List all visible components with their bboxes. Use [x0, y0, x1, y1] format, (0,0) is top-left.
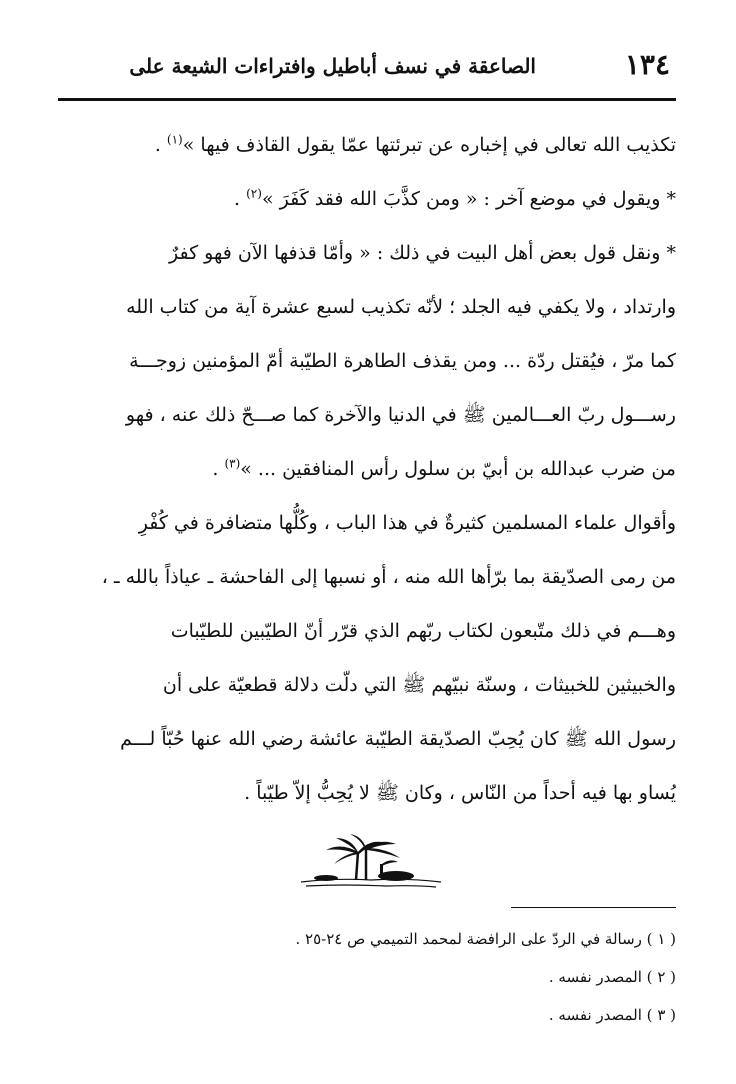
text-line: وهـــم في ذلك متّبعون لكتاب ربّهم الذي قرّر أنّ الطيّبين للطيّبات [170, 620, 676, 642]
text-line: تكذيب الله تعالى في إخباره عن تبرئتها عمّا يقول القاذف فيها »$^{(١)}$ . [154, 132, 676, 156]
footnote-ref-2: (٢) [246, 186, 262, 201]
text-line: كما مرّ ، فيُقتل ردّة ... ومن يقذف الطاهرة الطيّبة أمّ المؤمنين زوجـــة [129, 350, 676, 372]
text-line: وأقوال علماء المسلمين كثيرةٌ في هذا الباب ، وكُلُّها متضافرة في كُفْرِ [138, 512, 676, 534]
footnote-1: ( ١ ) رسالة في الردّ على الرافضة لمحمد التميمي ص ٢٤-٢٥ . [295, 930, 676, 948]
palm-tree-ornament-icon [296, 834, 446, 892]
footnotes [60, 920, 676, 1034]
running-header [58, 46, 676, 94]
text-line: وارتداد ، ولا يكفي فيه الجلد ؛ لأنّه تكذيب لسبع عشرة آية من كتاب الله [126, 296, 676, 318]
header-rule [58, 98, 676, 101]
text-line: * ونقل قول بعض أهل البيت في ذلك : « وأمّا قذفها الآن فهو كفرٌ [168, 242, 676, 264]
text-line: والخبيثين للخبيثات ، وسنّة نبيّهم ﷺ التي دلّت دلالة قطعيّة على أن [162, 674, 676, 696]
paragraph-4 [60, 496, 676, 820]
text-line: * ويقول في موضع آخر : « ومن كذَّبَ الله فقد كَفَرَ »$^{(٢)}$ . [234, 186, 676, 210]
footnote-ref-1: (١) [166, 132, 183, 147]
footnote-rule [511, 907, 676, 908]
text-line: من ضرب عبدالله بن أبيّ بن سلول رأس المنافقين ... »$^{(٣)}$ . [212, 456, 676, 480]
text-line: رســـول ربّ العـــالمين ﷺ في الدنيا والآخرة كما صـــحّ ذلك عنه ، فهو [125, 404, 676, 426]
footnote-ref-3: (٣) [224, 456, 241, 471]
text-line: رسول الله ﷺ كان يُحِبّ الصدّيقة الطيّبة عائشة رضي الله عنها حُبّاً لـــم [120, 728, 676, 750]
text-line: من رمى الصدّيقة بما برّأها الله منه ، أو نسبها إلى الفاحشة ـ عياذاً بالله ـ ، [101, 566, 676, 588]
running-title: الصاعقة في نسف أباطيل وافتراءات الشيعة على [129, 54, 536, 78]
main-text [60, 118, 676, 820]
paragraph-1 [60, 118, 676, 172]
paragraph-3 [60, 226, 676, 496]
paragraph-2 [60, 172, 676, 226]
page-number: ١٣٤ [624, 48, 670, 81]
footnote-3: ( ٣ ) المصدر نفسه . [548, 1006, 676, 1024]
text-line: يُساو بها فيه أحداً من النّاس ، وكان ﷺ لا يُحِبُّ إلاّ طيّباً . [244, 782, 676, 804]
footnote-2: ( ٢ ) المصدر نفسه . [548, 968, 676, 986]
